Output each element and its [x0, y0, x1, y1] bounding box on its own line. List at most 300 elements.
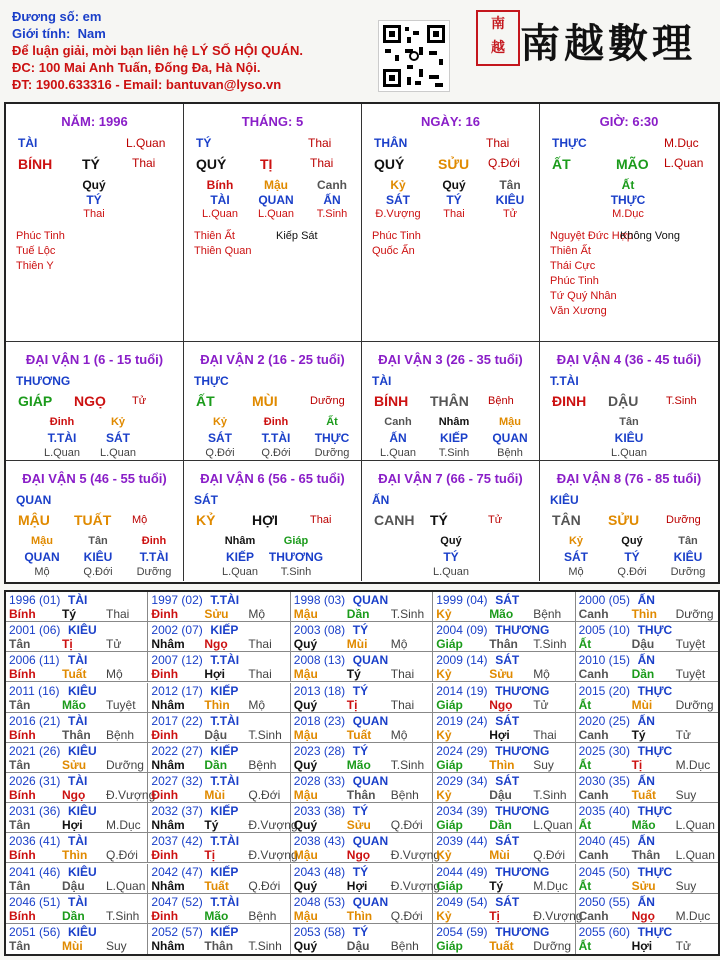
year-phase: Q.Đới: [390, 908, 423, 923]
annual-cell: [433, 683, 575, 713]
star-item: Thái Cực: [550, 260, 596, 272]
hidden-stem: Kỷ: [568, 535, 584, 547]
year-god: TÝ: [352, 743, 369, 758]
hidden-phase: L.Quan: [610, 447, 648, 459]
year-stem: Mậu: [293, 607, 318, 621]
year-god: KIÊU: [68, 864, 97, 879]
year-label: 2032 (37): [151, 804, 203, 819]
year-branch: Hợi: [346, 878, 368, 893]
year-phase: Q.Đới: [533, 848, 566, 863]
pillar-phase-top: M.Dục: [664, 136, 699, 150]
hidden-stem: Mậu: [31, 535, 53, 547]
dai-van-title: ĐẠI VẬN 8 (76 - 85 tuổi): [556, 471, 702, 486]
dai-van-cell: [6, 461, 184, 581]
year-phase: Bệnh: [248, 757, 277, 772]
year-phase: T.Sinh: [106, 908, 140, 923]
year-stem: Giáp: [436, 697, 463, 712]
year-god: ẤN: [637, 653, 655, 668]
year-phase: Bệnh: [106, 727, 135, 742]
year-label: 2025 (30): [578, 743, 630, 758]
dai-van-cell: [540, 461, 718, 581]
hidden-phase: Dưỡng: [314, 447, 350, 459]
year-god: THƯƠNG: [495, 623, 550, 638]
year-god: KIẾP: [210, 683, 239, 698]
year-god: TÝ: [352, 683, 369, 698]
hidden-god: KIÊU: [614, 431, 644, 445]
dai-van-god: KIÊU: [550, 493, 579, 507]
annual-cell: [291, 592, 433, 622]
chart-board: [4, 102, 720, 584]
annual-cell: [6, 894, 148, 924]
year-phase: Thai: [248, 667, 272, 682]
year-branch: Hợi: [631, 938, 653, 953]
pillar-branch: TÝ: [82, 156, 100, 172]
annual-cell: [148, 652, 290, 682]
year-god: THƯƠNG: [495, 924, 550, 939]
year-label: 2017 (22): [151, 713, 203, 728]
year-label: 2003 (08): [293, 623, 346, 638]
hidden-god: KIÊU: [83, 550, 113, 564]
year-phase: Mộ: [106, 667, 123, 682]
year-label: 2004 (09): [436, 623, 488, 638]
pillar-title: GIỜ: 6:30: [599, 114, 659, 129]
annual-cell: [148, 864, 290, 894]
year-phase: M.Dục: [675, 908, 711, 923]
year-stem: Canh: [578, 848, 609, 863]
year-branch: Tuất: [631, 788, 657, 802]
year-branch: Tuất: [62, 667, 87, 682]
year-stem: Canh: [578, 788, 609, 802]
year-branch: Mão: [631, 818, 656, 833]
dai-van-stem: TÂN: [552, 512, 581, 528]
year-branch: Dần: [204, 757, 228, 772]
year-branch: Sửu: [62, 757, 87, 772]
pillar-cell: [540, 104, 718, 342]
hidden-stem: Nhâm: [438, 416, 470, 428]
year-branch: Dậu: [346, 938, 370, 953]
hidden-phase: Thai: [83, 208, 105, 220]
year-god: KIÊU: [68, 924, 97, 939]
hidden-phase: L.Quan: [201, 208, 239, 220]
year-stem: Đinh: [151, 848, 179, 863]
annual-cell: [433, 894, 583, 924]
year-god: KIẾP: [210, 804, 239, 819]
year-stem: Nhâm: [151, 818, 185, 833]
year-phase: T.Sinh: [248, 727, 282, 742]
dai-van-phase: Dưỡng: [666, 514, 701, 526]
year-label: 2010 (15): [578, 653, 630, 668]
year-stem: Mậu: [293, 727, 318, 742]
header-info: [12, 8, 372, 93]
year-phase: M.Dục: [533, 878, 568, 893]
year-phase: Bệnh: [533, 607, 562, 621]
year-god: THƯƠNG: [495, 743, 550, 758]
year-branch: Tị: [631, 757, 643, 772]
dai-van-cell: [362, 461, 540, 581]
seal-stamp: 南 越: [476, 10, 520, 66]
year-phase: Thai: [533, 727, 557, 742]
dai-van-phase: Tử: [488, 514, 503, 526]
year-label: 2047 (52): [151, 894, 203, 909]
dai-van-stem: CANH: [374, 512, 415, 528]
dai-van-god: THỰC: [194, 374, 229, 388]
year-god: SÁT: [495, 593, 520, 607]
year-stem: Canh: [578, 908, 609, 923]
year-branch: Thìn: [631, 607, 657, 621]
hidden-phase: L.Quan: [432, 566, 470, 578]
year-label: 2043 (48): [293, 864, 346, 879]
dai-van-phase: Dưỡng: [310, 395, 345, 407]
hidden-phase: L.Quan: [257, 208, 295, 220]
year-phase: L.Quan: [675, 848, 715, 863]
star-item: Phúc Tinh: [550, 275, 599, 287]
year-god: KIẾP: [210, 924, 239, 939]
dai-van-cell: [362, 342, 540, 461]
year-branch: Dậu: [631, 637, 655, 652]
year-label: 2053 (58): [293, 924, 346, 939]
year-branch: Sửu: [631, 878, 656, 893]
year-stem: Kỷ: [436, 607, 452, 621]
hidden-god: QUAN: [24, 550, 60, 564]
hidden-stem: Tân: [678, 535, 698, 547]
hidden-stem: Đinh: [49, 416, 75, 428]
year-god: TÝ: [352, 804, 369, 819]
dai-van-god: SÁT: [194, 493, 218, 507]
year-branch: Thìn: [204, 697, 230, 712]
year-stem: Ất: [578, 878, 592, 893]
pillar-branch: SỬU: [438, 156, 470, 172]
year-stem: Đinh: [151, 667, 179, 682]
year-god: THƯƠNG: [495, 683, 550, 698]
year-god: KIÊU: [68, 804, 97, 819]
year-phase: Mộ: [390, 727, 408, 742]
year-stem: Canh: [578, 667, 609, 682]
annual-cell: [6, 592, 148, 622]
year-god: T.TÀI: [210, 894, 240, 909]
annual-cell: [291, 803, 433, 833]
hidden-god: TÀI: [210, 193, 230, 207]
year-stem: Đinh: [151, 727, 179, 742]
year-god: THƯƠNG: [495, 864, 550, 879]
hidden-phase: T.Sinh: [280, 566, 312, 578]
year-phase: Mộ: [533, 667, 550, 682]
year-branch: Tý: [204, 818, 219, 833]
hidden-phase: Bệnh: [497, 447, 523, 459]
hidden-phase: Q.Đới: [205, 447, 235, 459]
year-label: 2046 (51): [9, 894, 61, 909]
year-god: THỰC: [637, 804, 673, 819]
annual-cell: [291, 894, 433, 924]
hidden-stem: Bính: [206, 178, 234, 192]
annual-cell: [291, 683, 433, 713]
annual-cell: [291, 743, 433, 773]
hidden-god: ẤN: [323, 193, 341, 207]
hidden-stem: Kỷ: [110, 416, 126, 428]
year-branch: Ngọ: [346, 848, 371, 863]
year-label: 2052 (57): [151, 924, 203, 939]
year-phase: Dưỡng: [533, 938, 572, 953]
hidden-god: T.TÀI: [261, 431, 291, 445]
annual-cell: [148, 713, 290, 743]
annual-cell: [433, 652, 575, 682]
year-god: ẤN: [637, 713, 655, 728]
owner-value: em: [82, 9, 102, 24]
year-phase: Q.Đới: [248, 788, 281, 802]
annual-cell: [576, 803, 718, 833]
year-branch: Tý: [346, 667, 361, 682]
annual-cell: [6, 713, 148, 743]
contact-note: Để luận giải, mời bạn liên hệ LÝ SỐ HỘI QUÁN.: [12, 43, 303, 58]
dai-van-god: ẤN: [372, 493, 390, 507]
year-branch: Mão: [204, 908, 229, 923]
year-branch: Ngọ: [489, 697, 513, 712]
year-label: 2015 (20): [578, 683, 630, 698]
year-phase: Tử: [675, 938, 691, 953]
pillar-cell: [6, 104, 184, 342]
dai-van-god: THƯƠNG: [16, 374, 71, 388]
hidden-stem: Ất: [621, 178, 635, 192]
year-label: 2013 (18): [293, 683, 346, 698]
pillar-phase-top: Thai: [308, 136, 332, 150]
year-branch: Tuất: [489, 938, 514, 953]
year-phase: T.Sinh: [533, 637, 567, 652]
annual-cell: [6, 924, 148, 954]
year-phase: Thai: [390, 667, 415, 682]
year-god: TÝ: [352, 924, 369, 939]
year-phase: Thai: [248, 637, 272, 652]
annual-cell: [433, 833, 575, 863]
dai-van-branch: HỢI: [252, 512, 278, 528]
year-branch: Tuất: [346, 727, 372, 742]
hidden-phase: Q.Đới: [617, 566, 647, 578]
pillar-phase: Thai: [310, 156, 334, 170]
annual-cell: [6, 773, 156, 803]
dai-van-title: ĐẠI VẬN 3 (26 - 35 tuổi): [378, 352, 523, 367]
year-stem: Ất: [578, 697, 592, 712]
logo-text: 南越數理: [520, 20, 696, 67]
year-branch: Hợi: [489, 727, 510, 742]
year-stem: Bính: [9, 727, 36, 742]
year-phase: T.Sinh: [390, 757, 425, 772]
hidden-stem: Quý: [82, 178, 106, 192]
hidden-phase: Tử: [502, 208, 518, 220]
year-branch: Tị: [62, 637, 73, 652]
hidden-phase: L.Quan: [221, 566, 259, 578]
star-item: Văn Xương: [550, 305, 607, 317]
year-branch: Mùi: [489, 848, 510, 863]
year-phase: L.Quan: [675, 818, 715, 833]
year-phase: Tuyệt: [675, 667, 706, 682]
year-branch: Mão: [489, 607, 514, 621]
year-branch: Dậu: [489, 788, 512, 802]
year-label: 2006 (11): [9, 653, 60, 668]
year-label: 2016 (21): [9, 713, 61, 728]
star-item: Thiên Ất: [550, 245, 591, 257]
year-phase: Tử: [106, 637, 122, 652]
year-label: 2041 (46): [9, 864, 61, 879]
dai-van-title: ĐẠI VẬN 2 (16 - 25 tuổi): [200, 352, 345, 367]
year-label: 2038 (43): [293, 834, 346, 849]
qr-code-icon: [378, 20, 450, 92]
year-label: 2036 (41): [9, 834, 61, 849]
hidden-phase: T.Sinh: [438, 447, 470, 459]
year-stem: Mậu: [293, 788, 318, 802]
dai-van-branch: DẬU: [608, 393, 639, 409]
year-phase: Bệnh: [248, 908, 277, 923]
year-god: THỰC: [637, 683, 673, 698]
annual-cell: [148, 924, 290, 954]
pillar-god: TÝ: [196, 136, 212, 150]
dai-van-title: ĐẠI VẬN 5 (46 - 55 tuổi): [22, 471, 167, 486]
annual-cell: [291, 864, 441, 894]
year-label: 2005 (10): [578, 623, 630, 638]
year-label: 2035 (40): [578, 804, 630, 819]
dai-van-stem: MẬU: [18, 512, 50, 528]
year-stem: Mậu: [293, 667, 318, 682]
year-branch: Tị: [346, 697, 358, 712]
year-god: KIÊU: [68, 743, 97, 758]
year-branch: Mão: [62, 697, 86, 712]
year-phase: Thai: [106, 607, 130, 621]
year-label: 2033 (38): [293, 804, 346, 819]
owner-label: Đương số:: [12, 9, 80, 24]
annual-cell: [148, 833, 298, 863]
year-stem: Đinh: [151, 908, 179, 923]
hidden-phase: Dưỡng: [136, 566, 172, 578]
year-branch: Thân: [62, 727, 91, 742]
year-branch: Hợi: [204, 667, 225, 682]
year-label: 2054 (59): [436, 924, 488, 939]
year-phase: T.Sinh: [533, 788, 567, 802]
star-item: Quốc Ấn: [372, 245, 415, 257]
dai-van-cell: [540, 342, 718, 461]
hidden-god: QUAN: [492, 431, 528, 445]
year-god: KIÊU: [68, 623, 97, 638]
year-stem: Nhâm: [151, 697, 185, 712]
annual-cell: [576, 924, 718, 954]
pillar-cell: [184, 104, 362, 342]
year-branch: Thìn: [346, 908, 373, 923]
year-branch: Dần: [631, 667, 655, 682]
year-god: THƯƠNG: [495, 804, 550, 819]
year-stem: Giáp: [436, 938, 463, 953]
hidden-god: SÁT: [106, 431, 130, 445]
year-phase: Q.Đới: [248, 878, 281, 893]
year-branch: Ngọ: [204, 637, 228, 652]
year-phase: Tử: [675, 727, 691, 742]
pillar-phase-top: L.Quan: [126, 136, 166, 150]
dai-van-title: ĐẠI VẬN 7 (66 - 75 tuổi): [378, 471, 523, 486]
year-label: 2007 (12): [151, 653, 203, 668]
annual-cell: [148, 803, 298, 833]
year-stem: Tân: [9, 878, 31, 893]
year-phase: Bệnh: [390, 788, 419, 802]
year-god: THỰC: [637, 864, 673, 879]
star-item: Phúc Tinh: [372, 230, 421, 242]
dai-van-god: QUAN: [16, 493, 52, 507]
hidden-stem: Quý: [621, 535, 643, 547]
dai-van-branch: SỬU: [608, 512, 640, 528]
year-phase: Bệnh: [390, 938, 419, 953]
year-phase: Đ.Vượng: [248, 848, 298, 863]
year-label: 2019 (24): [436, 713, 488, 728]
star-item: Thiên Y: [16, 260, 54, 272]
dai-van-stem: GIÁP: [18, 393, 53, 409]
hidden-god: T.TÀI: [47, 431, 77, 445]
year-stem: Kỷ: [436, 908, 452, 923]
year-label: 1997 (02): [151, 593, 203, 607]
pillar-title: NĂM: 1996: [61, 114, 128, 129]
year-branch: Thân: [346, 788, 376, 802]
year-stem: Nhâm: [151, 757, 185, 772]
year-phase: Suy: [675, 788, 697, 802]
pillar-god: THÂN: [374, 136, 408, 150]
year-stem: Ất: [578, 757, 592, 772]
star-item: Kiếp Sát: [276, 230, 318, 242]
hidden-god: ẤN: [389, 431, 407, 445]
hidden-god: T.TÀI: [139, 550, 169, 564]
year-phase: Dưỡng: [675, 607, 714, 621]
pillar-phase: Q.Đới: [488, 156, 520, 170]
year-label: 2000 (05): [578, 593, 630, 607]
year-god: KIẾP: [210, 623, 239, 638]
year-god: ẤN: [637, 774, 655, 788]
annual-cell: [148, 773, 290, 803]
hidden-stem: Tân: [88, 535, 108, 547]
year-label: 2029 (34): [436, 774, 488, 788]
year-branch: Dần: [346, 607, 370, 621]
year-phase: Q.Đới: [390, 818, 423, 833]
year-stem: Canh: [578, 607, 609, 621]
hidden-stem: Nhâm: [224, 535, 256, 547]
annual-luck-grid: [4, 590, 720, 956]
annual-cell: [6, 652, 148, 682]
hidden-god: QUAN: [258, 193, 294, 207]
pillar-title: NGÀY: 16: [421, 114, 480, 129]
year-branch: Sửu: [489, 667, 514, 682]
annual-cell: [576, 743, 718, 773]
star-item: Thiên Quan: [194, 245, 252, 257]
hidden-phase: L.Quan: [43, 447, 81, 459]
year-branch: Hợi: [62, 818, 83, 833]
year-branch: Mùi: [62, 938, 83, 953]
year-stem: Tân: [9, 818, 31, 833]
year-god: KIẾP: [210, 864, 239, 879]
year-god: THỰC: [637, 743, 673, 758]
year-label: 2026 (31): [9, 774, 61, 788]
year-god: TÀI: [68, 713, 88, 728]
year-god: T.TÀI: [210, 834, 240, 849]
year-label: 2018 (23): [293, 713, 346, 728]
year-label: 2022 (27): [151, 743, 203, 758]
hidden-god: KIÊU: [673, 550, 703, 564]
dai-van-stem: KỶ: [196, 512, 216, 528]
gender-value: Nam: [77, 26, 106, 41]
pillar-stem: ẤT: [552, 156, 571, 172]
year-god: TÝ: [352, 623, 369, 638]
hidden-phase: Q.Đới: [261, 447, 291, 459]
year-label: 2048 (53): [293, 894, 346, 909]
year-phase: Tuyệt: [106, 697, 136, 712]
pillar-branch: TỊ: [260, 156, 273, 172]
year-phase: L.Quan: [533, 818, 573, 833]
hidden-god: THỰC: [610, 193, 646, 207]
year-phase: M.Dục: [106, 818, 141, 833]
hidden-god: THỰC: [314, 431, 350, 445]
dai-van-phase: Tử: [132, 395, 147, 407]
annual-cell: [433, 803, 575, 833]
year-stem: Ất: [578, 938, 592, 953]
